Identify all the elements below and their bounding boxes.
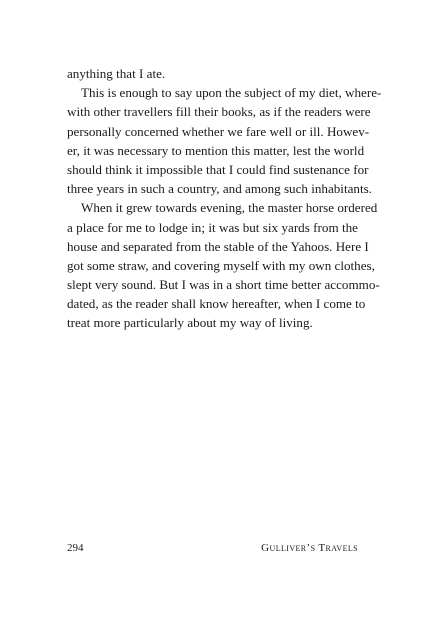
- text-line: got some straw, and covering myself with my own clothes,: [67, 257, 375, 273]
- text-line: treat more particularly about my way of living.: [67, 315, 313, 331]
- running-head: Gulliver’s Travels: [261, 542, 358, 554]
- text-line: a place for me to lodge in; it was but six yards from the: [67, 219, 358, 235]
- text-line: When it grew towards evening, the master horse ordered: [81, 200, 378, 216]
- page-number: 294: [67, 542, 84, 554]
- body-text: [67, 64, 382, 333]
- text-line: three years in such a country, and among such inhabitants.: [67, 181, 372, 197]
- text-line: anything that I ate.: [67, 66, 166, 81]
- page-footer: [67, 541, 358, 555]
- text-line: dated, as the reader shall know hereafter, when I come to: [67, 296, 366, 312]
- text-line: This is enough to say upon the subject of my diet, where-: [81, 85, 382, 101]
- text-line: should think it impossible that I could find sustenance for: [67, 161, 369, 177]
- text-line: er, it was necessary to mention this matter, lest the world: [67, 142, 365, 158]
- text-line: house and separated from the stable of the Yahoos. Here I: [67, 238, 369, 254]
- text-line: slept very sound. But I was in a short time better accommo-: [67, 277, 380, 293]
- text-line: personally concerned whether we fare well or ill. Howev-: [67, 123, 370, 139]
- text-line: with other travellers fill their books, as if the readers were: [67, 104, 371, 120]
